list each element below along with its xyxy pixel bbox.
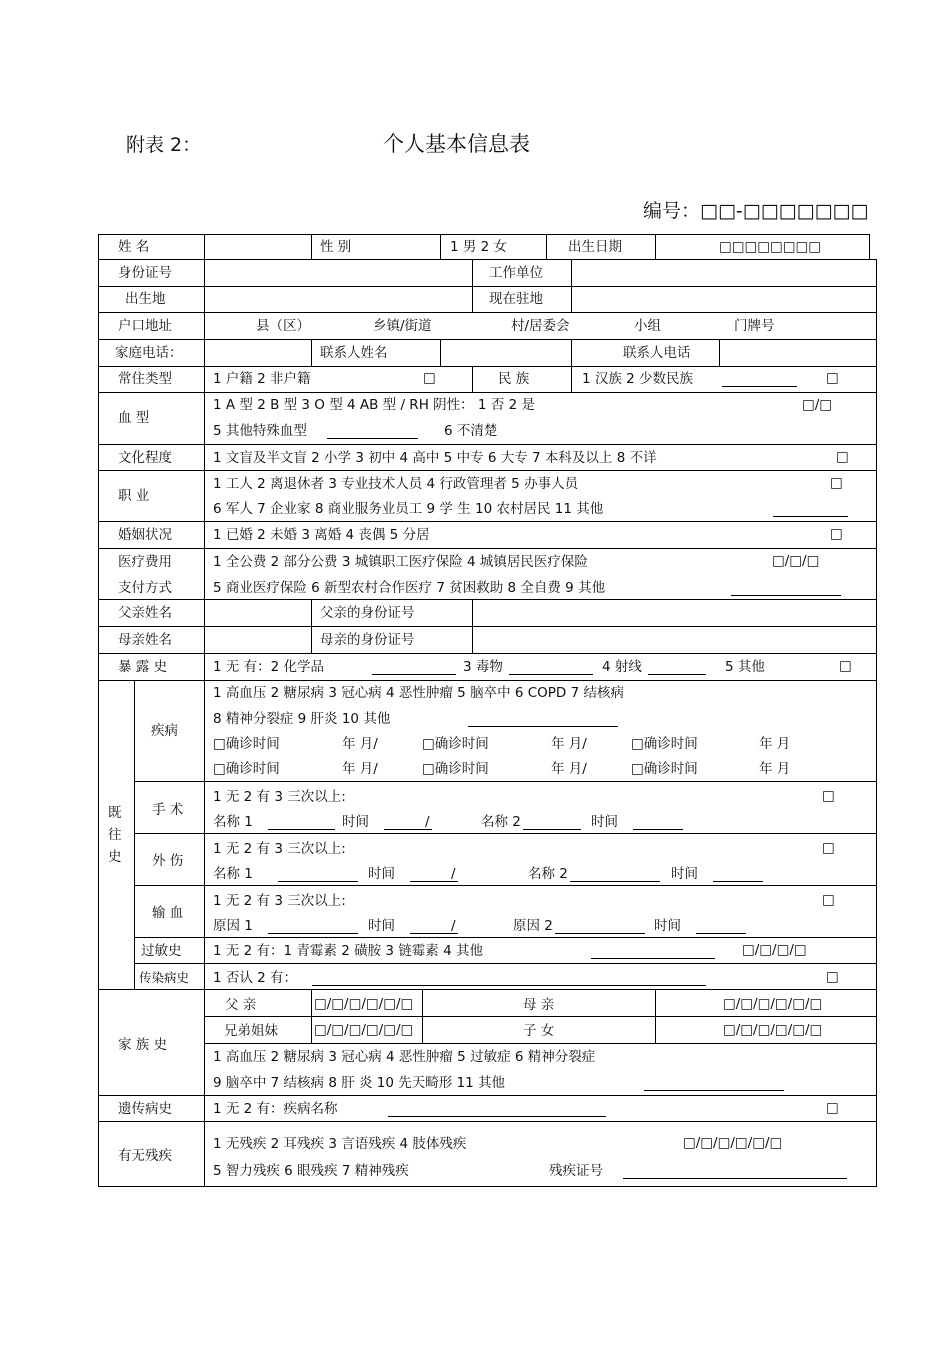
- transfusion-slash: /: [451, 918, 456, 934]
- name-field[interactable]: [206, 238, 310, 258]
- work-label: 工作单位: [489, 265, 543, 281]
- residence-field[interactable]: [574, 289, 874, 311]
- gender-options[interactable]: 1 男 2 女: [450, 239, 508, 255]
- birthdate-boxes[interactable]: □□□□□□□□: [719, 239, 822, 255]
- injury-name2-label: 名称 2: [528, 866, 568, 882]
- marriage-options: 1 已婚 2 未婚 3 离婚 4 丧偶 5 分居: [213, 527, 430, 543]
- blood-unknown: 6 不清楚: [444, 423, 498, 439]
- work-field[interactable]: [574, 262, 874, 284]
- father-id-label: 父亲的身份证号: [320, 605, 415, 621]
- education-options: 1 文盲及半文盲 2 小学 3 初中 4 高中 5 中专 6 大专 7 本科及以上 8 不详: [213, 450, 657, 466]
- name-label: 姓 名: [118, 239, 150, 255]
- hukou-door: 门牌号: [734, 318, 775, 334]
- blood-label: 血 型: [118, 410, 150, 426]
- occupation-options-2: 6 军人 7 企业家 8 商业服务业员工 9 学 生 10 农村居民 11 其他: [213, 501, 604, 517]
- injury-time1-label: 时间: [368, 866, 395, 882]
- marriage-box[interactable]: □: [830, 526, 843, 542]
- father-name-label: 父亲姓名: [118, 605, 172, 621]
- diag-ym-1b: 年 月/: [551, 736, 587, 752]
- family-siblings-boxes[interactable]: □/□/□/□/□/□: [314, 1022, 414, 1038]
- surgery-time1-label: 时间: [342, 814, 369, 830]
- mother-name-label: 母亲姓名: [118, 632, 172, 648]
- ethnic-label: 民 族: [498, 371, 530, 387]
- birthdate-label: 出生日期: [568, 239, 622, 255]
- education-box[interactable]: □: [836, 449, 849, 465]
- diag-ym-1c: 年 月: [759, 736, 791, 752]
- transfusion-time1-label: 时间: [368, 918, 395, 934]
- exposure-label: 暴 露 史: [118, 659, 168, 675]
- blood-options: 1 A 型 2 B 型 3 O 型 4 AB 型 / RH 阴性： 1 否 2 是: [213, 397, 535, 413]
- injury-slash: /: [451, 866, 456, 882]
- occupation-label: 职 业: [118, 488, 150, 504]
- contact-phone-label: 联系人电话: [623, 345, 691, 361]
- ethnic-box[interactable]: □: [826, 370, 839, 386]
- injury-box[interactable]: □: [822, 840, 835, 856]
- gender-label: 性 别: [320, 239, 352, 255]
- hukou-group: 小组: [634, 318, 661, 334]
- transfusion-time2-label: 时间: [654, 918, 681, 934]
- residence-type-options: 1 户籍 2 非户籍: [213, 371, 311, 387]
- hukou-label: 户口地址: [118, 318, 172, 334]
- injury-time2-label: 时间: [671, 866, 698, 882]
- genetic-options: 1 无 2 有：疾病名称: [213, 1101, 338, 1117]
- surgery-box[interactable]: □: [822, 788, 835, 804]
- transfusion-reason2-label: 原因 2: [513, 918, 553, 934]
- exposure-other: 5 其他: [725, 659, 765, 675]
- hukou-town: 乡镇/街道: [373, 318, 432, 334]
- phone-label: 家庭电话：: [115, 345, 183, 361]
- disability-options-1: 1 无残疾 2 耳残疾 3 言语残疾 4 肢体残疾: [213, 1136, 467, 1152]
- family-siblings-label: 兄弟姐妹: [224, 1023, 278, 1039]
- residence-type-box[interactable]: □: [423, 370, 436, 386]
- disability-label: 有无残疾: [118, 1148, 172, 1164]
- phone-field[interactable]: [206, 342, 310, 364]
- family-label: 家 族 史: [118, 1037, 168, 1053]
- surgery-time2-label: 时间: [591, 814, 618, 830]
- id-field[interactable]: [206, 262, 470, 284]
- disability-options-2: 5 智力残疾 6 眼残疾 7 精神残疾: [213, 1163, 409, 1179]
- allergy-options: 1 无 2 有：1 青霉素 2 磺胺 3 链霉素 4 其他: [213, 943, 483, 959]
- form-title: 个人基本信息表: [383, 132, 530, 156]
- family-options-2: 9 脑卒中 7 结核病 8 肝 炎 10 先天畸形 11 其他: [213, 1075, 506, 1091]
- education-label: 文化程度: [118, 450, 172, 466]
- infectious-label: 传染病史: [139, 970, 190, 985]
- contact-phone-field[interactable]: [721, 342, 874, 364]
- occupation-options-1: 1 工人 2 离退休者 3 专业技术人员 4 行政管理者 5 办事人员: [213, 476, 579, 492]
- disease-options-1: 1 高血压 2 糖尿病 3 冠心病 4 恶性肿瘤 5 脑卒中 6 COPD 7 结核病: [213, 685, 624, 701]
- diag-time-2a[interactable]: □确诊时间: [213, 761, 280, 777]
- transfusion-box[interactable]: □: [822, 892, 835, 908]
- family-father-label: 父 亲: [225, 997, 257, 1013]
- infectious-options: 1 否认 2 有：: [213, 970, 298, 986]
- diag-ym-2c: 年 月: [759, 761, 791, 777]
- injury-options: 1 无 2 有 3 三次以上:: [213, 841, 346, 857]
- ethnic-options: 1 汉族 2 少数民族: [582, 371, 694, 387]
- contact-name-field[interactable]: [442, 342, 570, 364]
- exposure-chemical: 1 无 有：2 化学品: [213, 659, 325, 675]
- transfusion-reason1-label: 原因 1: [213, 918, 253, 934]
- surgery-label: 手 术: [152, 802, 184, 818]
- transfusion-label: 输 血: [152, 905, 184, 921]
- diag-time-1c[interactable]: □确诊时间: [631, 736, 698, 752]
- number-boxes[interactable]: □□-□□□□□□□: [700, 200, 869, 222]
- diag-ym-2a: 年 月/: [342, 761, 378, 777]
- disease-label: 疾病: [151, 723, 178, 739]
- residence-type-label: 常住类型: [118, 371, 172, 387]
- disability-cert-label: 残疾证号: [549, 1163, 603, 1179]
- infectious-box[interactable]: □: [826, 969, 839, 985]
- family-children-boxes[interactable]: □/□/□/□/□/□: [723, 1022, 823, 1038]
- medical-box[interactable]: □/□/□: [772, 553, 820, 569]
- birthplace-field[interactable]: [206, 289, 470, 311]
- history-label: 既往史: [108, 805, 122, 865]
- injury-name1-label: 名称 1: [213, 866, 253, 882]
- contact-name-label: 联系人姓名: [320, 345, 388, 361]
- genetic-label: 遗传病史: [118, 1101, 172, 1117]
- surgery-name1-label: 名称 1: [213, 814, 253, 830]
- hukou-county: 县（区）: [256, 318, 310, 334]
- family-father-boxes[interactable]: □/□/□/□/□/□: [314, 996, 414, 1012]
- diag-time-1b[interactable]: □确诊时间: [422, 736, 489, 752]
- diag-time-1a[interactable]: □确诊时间: [213, 736, 280, 752]
- mother-id-label: 母亲的身份证号: [320, 632, 415, 648]
- disability-box[interactable]: □/□/□/□/□/□: [683, 1135, 783, 1151]
- exposure-box[interactable]: □: [839, 658, 852, 674]
- genetic-box[interactable]: □: [826, 1100, 839, 1116]
- occupation-box[interactable]: □: [830, 475, 843, 491]
- form-number: [643, 196, 868, 223]
- family-mother-label: 母 亲: [523, 997, 555, 1013]
- medical-label-2: 支付方式: [118, 580, 172, 596]
- medical-options-2: 5 商业医疗保险 6 新型农村合作医疗 7 贫困救助 8 全自费 9 其他: [213, 580, 606, 596]
- injury-label: 外 伤: [152, 853, 184, 869]
- surgery-slash: /: [425, 814, 430, 830]
- diag-time-2b[interactable]: □确诊时间: [422, 761, 489, 777]
- diag-ym-1a: 年 月/: [342, 736, 378, 752]
- diag-time-2c[interactable]: □确诊时间: [631, 761, 698, 777]
- residence-label: 现在驻地: [489, 291, 543, 307]
- medical-options-1: 1 全公费 2 部分公费 3 城镇职工医疗保险 4 城镇居民医疗保险: [213, 554, 588, 570]
- allergy-label: 过敏史: [141, 943, 182, 959]
- family-options-1: 1 高血压 2 糖尿病 3 冠心病 4 恶性肿瘤 5 过敏症 6 精神分裂症: [213, 1049, 596, 1065]
- disease-options-2: 8 精神分裂症 9 肝炎 10 其他: [213, 711, 391, 727]
- surgery-options: 1 无 2 有 3 三次以上:: [213, 789, 346, 805]
- medical-label-1: 医疗费用: [118, 554, 172, 570]
- family-mother-boxes[interactable]: □/□/□/□/□/□: [723, 996, 823, 1012]
- transfusion-options: 1 无 2 有 3 三次以上:: [213, 893, 346, 909]
- exposure-radiation: 4 射线: [602, 659, 642, 675]
- id-label: 身份证号: [118, 265, 172, 281]
- blood-other-label: 5 其他特殊血型: [213, 423, 307, 439]
- birthplace-label: 出生地: [125, 291, 166, 307]
- exposure-poison: 3 毒物: [463, 659, 503, 675]
- number-label: 编号：: [643, 200, 701, 222]
- family-children-label: 子 女: [523, 1023, 555, 1039]
- surgery-name2-label: 名称 2: [481, 814, 521, 830]
- marriage-label: 婚姻状况: [118, 527, 172, 543]
- appendix-label: 附表 2：: [126, 134, 202, 156]
- allergy-box[interactable]: □/□/□/□: [742, 942, 807, 958]
- hukou-village: 村/居委会: [511, 318, 570, 334]
- blood-box[interactable]: □/□: [802, 397, 833, 413]
- diag-ym-2b: 年 月/: [551, 761, 587, 777]
